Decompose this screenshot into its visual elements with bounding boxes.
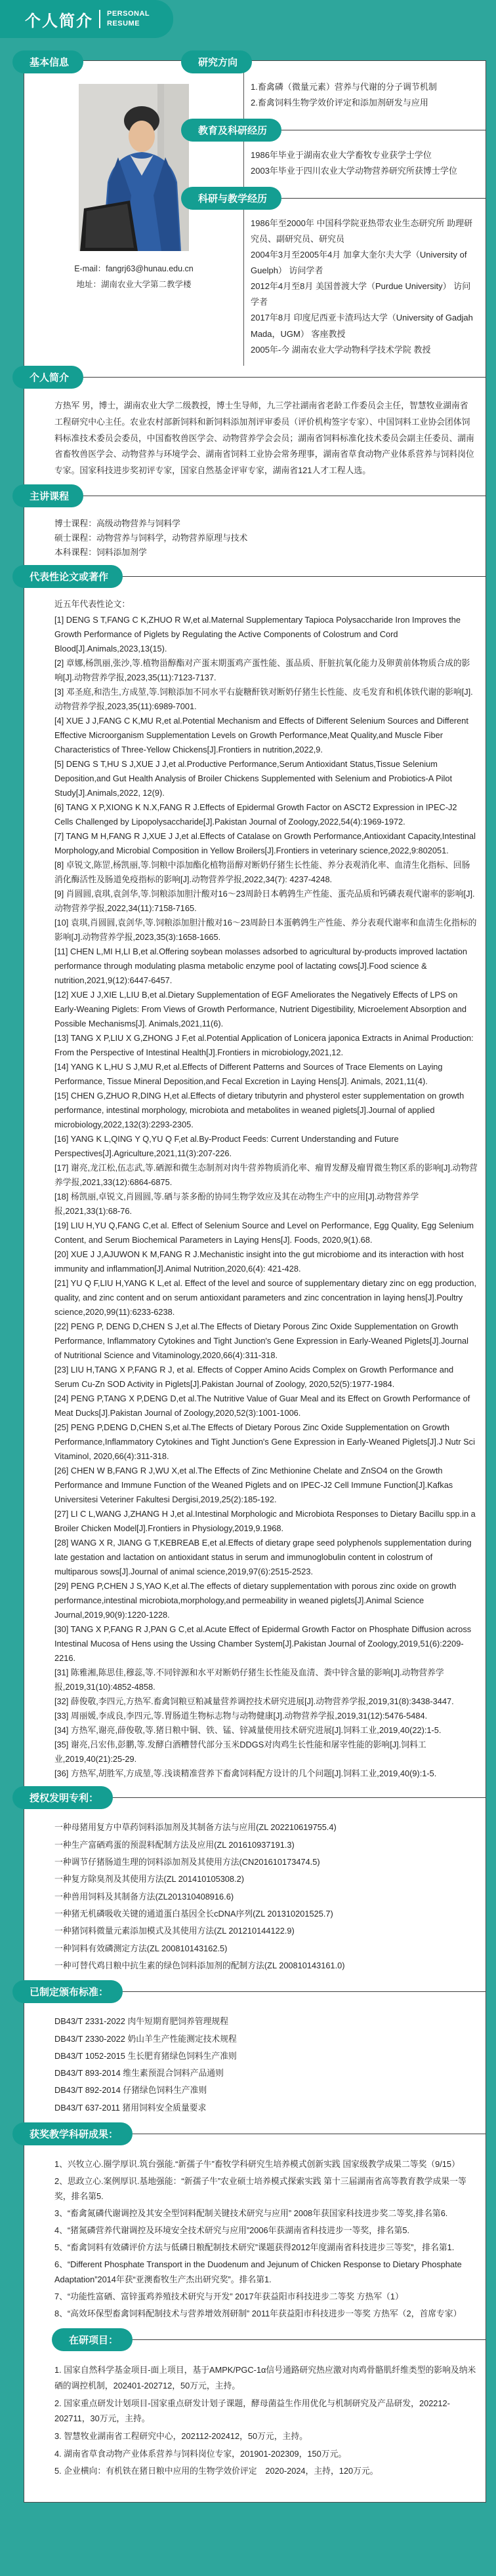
section-rule	[123, 576, 486, 577]
publication-item: [9] 肖圆圆,袁琪,袁剑华,等.饲粮添加胆汁酸对16～23周龄日本鹌鹑生产性能、蛋壳品质和钙磷表观代谢率的影响[J].动物营养学报,2022,34(11):7158-7165.	[54, 889, 475, 914]
resume-card	[24, 57, 486, 2503]
publication-item: [12] XUE J J,XIE L,LIU B,et al.Dietary Supplementation of EGF Ameliorates the Negatively Effects of LPS on Early-Weaning Piglets: From Views of Growth Performance, Nutrient Digestibility, Microelement Absorption and Possible Mechanisms[J]. Animals,2021,11(6).	[54, 990, 467, 1029]
course-item: 博士课程：高级动物营养与饲料学	[54, 518, 180, 529]
standard-item: DB43/T 1052-2015 生长肥育猪绿色饲料生产准则	[54, 2050, 237, 2061]
awards-header	[12, 2122, 486, 2145]
publication-item: [1] DENG S T,FANG C K,ZHUO R W,et al.Maternal Supplementary Tapioca Polysaccharide Iron Improves the Growth Performance of Piglets by Regulating the Active Components of Colostrum and Cord Blood[J].Animals,2023,13(15).	[54, 615, 461, 654]
award-item: 4、“猪氮磷营养代谢调控及环境安全技术研究与应用”2006年获湖南省科技进步一等奖，排名第5.	[54, 2225, 410, 2236]
publication-item: [8] 卓锐文,陈罡,杨凯丽,等.饲粮中添加酯化植物甾醇对断奶仔猪生长性能、养分表观消化率、血清生化指标、回肠消化酶活性及肠道免疫指标的影响[J].动物营养学报,2022,34(7): 4237-4248.	[54, 860, 470, 885]
publication-item: [14] YANG K L,HU S J,MU R,et al.Effects of Different Patterns and Sources of Trace Elements on Laying Performance, Tissue Mineral Deposition,and Fecal Excretion in Laying Hens[J]. Animals, 2021,11(4).	[54, 1062, 443, 1087]
standard-item: DB43/T 892-2014 仔猪绿色饲料生产准则	[54, 2085, 207, 2096]
awards-pill: 获奖教学科研成果：	[12, 2122, 133, 2145]
profile-photo-illustration	[79, 84, 189, 251]
right-column	[198, 57, 486, 366]
patent-item: 一种兽用饲料及其制备方法(ZL201310408916.6)	[54, 1891, 234, 1902]
research-direction-header	[181, 50, 486, 73]
project-item: 3. 智慧牧业湖南省工程研究中心，202112-202412，50万元，主持。	[54, 2431, 308, 2442]
publication-item: [31] 陈雅湘,陈思佳,穆蕊,等.不同锌源和水平对断奶仔猪生长性能及血清、粪中锌含量的影响[J].动物营养学报,2019,31(10):4852-4858.	[54, 1668, 444, 1692]
publication-item: [33] 周丽媛,李成良,李四元,等.胃肠道生物标志物与动物健康[J].动物营养学报,2019,31(12):5476-5484.	[54, 1711, 428, 1721]
education-pill: 教育及科研经历	[181, 119, 281, 142]
award-item: 6、“Different Phosphate Transport in the Duodenum and Jejunum of Chicken Response to Dietary Phosphate Adaptation”2014年获“亚澳畜牧生产杰出研究奖”。排名第1.	[54, 2259, 462, 2285]
standard-item: DB43/T 893-2014 维生素预混合饲料产品通则	[54, 2068, 224, 2078]
publication-item: [28] WANG X R, JIANG G T,KEBREAB E,et al.Effects of dietary grape seed polyphenols supplementation during late gestation and lactation on antioxidant status in serum and immunoglobulin content in colostrum of multiparous sows[J].Journal of animal science,2019,97(6):2515-2523.	[54, 1538, 472, 1577]
career-item: 2005年-今 湖南农业大学动物科学技术学院 教授	[251, 344, 431, 355]
patent-item: 一种母猪用复方中草药饲料添加剂及其制备方法与应用(ZL 202210619755.4)	[54, 1822, 337, 1833]
publication-item: [3] 邓圣庭,和浩生,方成堃,等.饲粮添加不同水平右旋糖酐铁对断奶仔猪生长性能、皮毛发育和机体铁代谢的影响[J].动物营养学报,2023,35(11):6989-7001.	[54, 687, 473, 712]
patent-item: 一种调节仔猪肠道生理的饲料添加剂及其使用方法(CN201610173474.5)	[54, 1857, 320, 1867]
publication-item: [19] LIU H,YU Q,FANG C,et al. Effect of Selenium Source and Level on Performance, Egg Quality, Egg Selenium Content, and Serum Biochemical Parameters in Laying Hens[J]. Foods, 2020,9(1).68.	[54, 1220, 474, 1245]
publications-header	[12, 565, 486, 588]
project-item: 5. 企业横向：有机铁在猪日粮中应用的生物学效价评定 2020-2024，主持，120万元。	[54, 2466, 379, 2476]
page-header	[0, 0, 173, 38]
section-rule	[83, 377, 486, 378]
publications-intro: 近五年代表性论文：	[54, 599, 131, 610]
research-direction-pill: 研究方向	[181, 50, 252, 73]
profile-pill: 个人简介	[12, 366, 83, 389]
profile-header	[12, 366, 486, 389]
career-item: 2012年4月至8月 美国普渡大学（Purdue University） 访问学者	[251, 281, 471, 307]
project-item: 2. 国家重点研发计划项目-国家重点研发计划子课题，酵母菌益生作用优化与机制研究及产品研发，202212-202711，30万元，主持。	[54, 2398, 450, 2424]
publication-item: [29] PENG P,CHEN J S,YAO K,et al.The effects of dietary supplementation with porous zinc oxide on growth performance,intestinal microbiota,morphology,and permeability in weaned piglets[J].Animal Science Journal,2019,90(9):1220-1228.	[54, 1581, 457, 1620]
publication-item: [11] CHEN L,MI H,LI B,et al.Offering soybean molasses adsorbed to agricultural by-products improved lactation performance through modulating plasma metabolic enzyme pool of lactating cows[J].Food science & nutrition,2021,9(12):6447-6457.	[54, 946, 468, 986]
career-item: 1986年至2000年 中国科学院亚热带农业生态研究所 助理研究员、副研究员、研究员	[251, 218, 473, 244]
publication-item: [6] TANG X P,XIONG K N.X,FANG R J.Effects of Epidermal Growth Factor on ASCT2 Expression in IPEC-J2 Cells Challenged by Lipopolysaccharide[J].Pakistan Journal of Zoology,2022,54(4):1969-1972.	[54, 802, 457, 827]
award-item: 5、“畜禽饲料有效磷评价方法与低磷日粮配制技术研究”课题获得2012年度湖南省科技进步三等奖”，排名第1.	[54, 2242, 455, 2253]
courses-header	[12, 484, 486, 507]
publication-item: [5] DENG S T,HU S J,XUE J J,et al.Productive Performance,Serum Antioxidant Status,Tissue Selenium Deposition,and Gut Health Analysis of Broiler Chickens Supplemented with Selenium and Probiotics-A Pilot Study[J].Animals,2022, 12(9).	[54, 759, 453, 798]
patent-item: 一种饲料有效磷测定方法(ZL 200810143162.5)	[54, 1943, 228, 1953]
standard-item: DB43/T 2331-2022 肉牛短期育肥饲养管理规程	[54, 2016, 229, 2027]
award-item: 1、兴牧立心.圈学厚识.筑台强能.“新孺子牛”畜牧学科研究生培养模式创新实践 国家级教学成果二等奖（9/15）	[54, 2159, 460, 2170]
section-rule	[113, 1797, 486, 1798]
page-title-en-line2: RESUME	[107, 20, 140, 28]
title-divider	[99, 10, 100, 28]
profile-text: 方热军 男，博士，湖南农业大学二级教授，博士生导师，九三学社湖南省老龄工作委员会主任，智慧牧业湖南省工程研究中心主任。农业农村部新饲料和新饲料添加剂评审委员（评价机构签字专家）、中国饲料工业协会团体饲料标准技术委员会委员，中国畜牧兽医学会、动物营养学会会员；湖南省饲料标准化技术委员会副主任委员、湖南省畜牧兽医学会、动物营养与环境学会、湖南省饲料工业协会常务理事，湖南省草食动物产业体系营养与饲料岗位专家。国家科技进步奖初评专家，国家自然基金评审专家，湖南省121人才工程人选。	[54, 400, 474, 476]
patent-item: 一种猪饲料微量元素添加模式及其使用方法(ZL 201210144122.9)	[54, 1926, 295, 1936]
courses-pill: 主讲课程	[12, 484, 83, 507]
award-item: 2、思政立心.案例厚识.基地强能：“新孺子牛”农业硕士培养模式探索实践 第十三届湖南省高等教育教学成果一等奖，排名第5.	[54, 2176, 466, 2202]
section-rule	[123, 1991, 486, 1992]
page-title-en-line1: PERSONAL	[107, 9, 150, 18]
publication-item: [35] 谢亮,吕宏伟,彭鹏,等.发酵白酒糟替代部分玉米DDGS对肉鸡生长性能和屠宰性能的影响[J].饲料工业,2019,40(21):25-29.	[54, 1740, 426, 1765]
publications-pill: 代表性论文或著作	[12, 565, 123, 588]
course-item: 本科课程：饲料添加剂学	[54, 547, 147, 558]
basic-info-column	[24, 57, 244, 366]
career-list	[244, 210, 486, 365]
section-rule	[281, 198, 486, 199]
contact-block	[24, 262, 243, 293]
research-direction-item: 1.畜禽磷（微量元素）营养与代谢的分子调节机制	[251, 82, 437, 92]
publication-item: [27] LI C L,WANG J,ZHANG H J,et al.Intestinal Morphologic and Microbiota Responses to Dietary Bacillu spp.in a Broiler Chicken Model[J].Frontiers in Physiology,2019,9.1968.	[54, 1509, 476, 1534]
award-item: 7、“功能性富硒、富锌蛋鸡养殖技术研究与开发” 2017年获益阳市科技进步二等奖 方热军（1）	[54, 2292, 403, 2302]
career-item: 2004年3月至2005年4月 加拿大奎尔夫大学（University of Guelph） 访问学者	[251, 250, 467, 276]
top-section	[24, 57, 486, 366]
page-title-cn: 个人简介	[25, 12, 93, 30]
patents-header	[12, 1786, 486, 1809]
career-header	[181, 187, 486, 210]
publication-item: [30] TANG X P,FANG R J,PAN G C,et al.Acute Effect of Epidermal Growth Factor on Phosphate Diffusion across Intestinal Mucosa of Hens using the Ussing Chamber System[J].Pakistan Journal of Zoology,2019,51(6):2209-2216.	[54, 1624, 472, 1664]
research-direction-list	[244, 73, 486, 119]
award-item: 8、“高效环保型畜禽饲料配制技术与营养增效剂研制” 2011年获益阳市科技进步一等奖 方热军（2，首席专家）	[54, 2309, 462, 2319]
publication-item: [10] 袁琪,肖圆圆,袁剑华,等.饲粮添加胆汁酸对16～23周龄日本蛋鹌鹑生产性能、养分表观代谢率和血清生化指标的影响[J].动物营养学报,2023,35(3):1658-1665.	[54, 918, 477, 943]
education-item: 2003年毕业于四川农业大学动物营养研究所获博士学位	[251, 166, 457, 176]
projects-header	[52, 2328, 486, 2351]
publication-item: [4] XUE J J,FANG C K,MU R,et al.Potential Mechanism and Effects of Different Selenium Sources and Different Effective Microorganism Supplementation Levels on Growth Performance,Meat Quality,and Muscle Fiber Characteristics of Three-Yellow Chickens[J].Frontiers in nutrition,2022,9.	[54, 716, 468, 755]
profile-photo	[79, 84, 189, 251]
standards-header	[12, 1980, 486, 2003]
research-direction-item: 2.畜禽饲料生物学效价评定和添加剂研发与应用	[251, 98, 428, 108]
projects-list	[24, 2351, 486, 2486]
publication-item: [21] YU Q F,LIU H,YANG K L,et al. Effect of the level and source of supplementary dietary zinc on egg production, quality, and zinc content and on serum antioxidant parameters and zinc concentration in laying hens[J].Poultry science,2020,99(11):6233-6238.	[54, 1278, 477, 1317]
career-item: 2017年8月 印度尼西亚卡渣玛达大学（University of Gadjah Mada，UGM） 客座教授	[251, 313, 473, 339]
publication-item: [22] PENG P, DENG D,CHEN S J,et al.The Effects of Dietary Porous Zinc Oxide Supplementation on Growth Performance, Inflammatory Cytokines and Tight Junction's Gene Expression in Early-Weaned Piglets[J].Journal of Nutritional Science and Vitaminology,2020,66(4):311-318.	[54, 1321, 468, 1361]
standards-list	[24, 2003, 486, 2122]
education-item: 1986年毕业于湖南农业大学畜牧专业获学士学位	[251, 150, 432, 161]
publication-item: [36] 方热军,胡胜军,方成堃,等.浅谈精准营养下畜禽饲料配方设计的几个问题[J].饲料工业,2019,40(9):1-5.	[54, 1768, 437, 1779]
publication-item: [20] XUE J J,AJUWON K M,FANG R J.Mechanistic insight into the gut microbiome and its interaction with host immunity and inflammation[J].Animal Nutrition,2020,6(4): 421-428.	[54, 1249, 464, 1274]
patent-item: 一种生产富硒鸡蛋的预混料配制方法及应用(ZL 201610937191.3)	[54, 1839, 295, 1850]
publication-item: [24] PENG P,TANG X P,DENG D,et al.The Nutritive Value of Guar Meal and its Effect on Growth Performance of Meat Ducks[J].Pakistan Journal of Zoology,2020,52(3):1001-1006.	[54, 1394, 470, 1418]
publications-list	[54, 613, 478, 1781]
education-header	[181, 119, 486, 142]
section-rule	[133, 2339, 486, 2340]
course-item: 硕士课程：动物营养与饲料学，动物营养原理与技术	[54, 533, 248, 543]
publication-item: [18] 杨凯丽,卓锐文,肖圆圆,等.硒与茶多酚的协同生物学效应及其在动物生产中的应用[J].动物营养学报,2021,33(1):68-76.	[54, 1192, 419, 1217]
page-title-en	[107, 9, 150, 29]
basic-info-pill: 基本信息	[12, 50, 83, 73]
email-line: E-mail：fangrj63@hunau.edu.cn	[74, 264, 194, 273]
career-pill: 科研与教学经历	[181, 187, 281, 210]
education-list	[244, 142, 486, 187]
projects-pill: 在研项目：	[52, 2328, 133, 2351]
address-line: 地址：湖南农业大学第二教学楼	[76, 279, 192, 289]
project-item: 4. 湖南省草食动物产业体系营养与饲料岗位专家，201901-202309，150万元。	[54, 2448, 347, 2459]
patent-item: 一种猪无机磷吸收关键的通道蛋白基因全长cDNA序列(ZL 201310201525.7)	[54, 1908, 333, 1919]
project-item: 1. 国家自然科学基金项目-面上项目，基于AMPK/PGC-1α信号通路研究热应激对肉鸡骨骼肌纤维类型的影响及纳米硒的调控机制，202401-202712，50万元，主持。	[54, 2365, 476, 2391]
publication-item: [26] CHEN W B,FANG R J,WU X,et al.The Effects of Zinc Methionine Chelate and ZnSO4 on the Growth Performance and Immune Function of the Weaned Piglets and on IPEC-J2 Cell Immune Function[J].Kafkas Universitesi Veteriner Fakultesi Dergisi,2019,25(2):185-192.	[54, 1466, 453, 1505]
publication-item: [2] 章娜,杨凯丽,张沙,等.植物甾醇酯对产蛋末期蛋鸡产蛋性能、蛋品质、肝脏抗氧化能力及卵黄前体物质合成的影响[J].动物营养学报,2023,35(11):7123-7137.	[54, 658, 470, 683]
patent-item: 一种复方除臭剂及其使用方法(ZL 201410105308.2)	[54, 1874, 244, 1884]
publication-item: [32] 薛俊敬,李四元,方热军.畜禽饲粮豆粕减量营养调控技术研究进展[J].动物营养学报,2019,31(8):3438-3447.	[54, 1696, 454, 1707]
publication-item: [23] LIU H,TANG X P,FANG R J, et al. Effects of Copper Amino Acids Complex on Growth Performance and Serum Cu-Zn SOD Activity in Piglets[J].Pakistan Journal of Zoology, 2020,52(5):1977-1984.	[54, 1365, 454, 1390]
patents-pill: 授权发明专利：	[12, 1786, 113, 1809]
publication-item: [25] PENG P,DENG D,CHEN S,et al.The Effects of Dietary Porous Zinc Oxide Supplementation on Growth Performance,Inflammatory Cytokines and Tight Junction's Gene Expression in Early-Weaned Piglets[J].J Nutr Sci Vitaminol, 2020,66(4):311-318.	[54, 1422, 475, 1462]
publication-item: [13] TANG X P,LIU X G,ZHONG J F,et al.Potential Application of Lonicera japonica Extracts in Animal Production: From the Perspective of Intestinal Health[J].Frontiers in microbiology,2021,12.	[54, 1033, 474, 1058]
publication-item: [15] CHEN G,ZHUO R,DING H,et al.Effects of dietary tributyrin and physterol ester supplementation on growth performance, intestinal morphology, microbiota and metabolites in weaned piglets[J].Journal of applied microbiology,2022,132(3):2293-2305.	[54, 1091, 465, 1130]
courses-list	[24, 507, 486, 565]
standard-item: DB43/T 637-2011 猪用饲料安全质量要求	[54, 2102, 207, 2113]
patent-item: 一种可替代鸡日粮中抗生素的绿色饲料添加剂的配制方法(ZL 200810143161.0)	[54, 1960, 345, 1970]
awards-list	[24, 2145, 486, 2328]
publication-item: [17] 谢亮,龙江松,伍志武,等.硒源和微生态制剂对肉牛营养物质消化率、瘤胃发酵及瘤胃微生物区系的影响[J].动物营养学报,2021,33(12):6864-6875.	[54, 1163, 478, 1188]
publication-item: [7] TANG M H,FANG R J,XUE J J,et al.Effects of Catalase on Growth Performance,Antioxidant Capacity,Intestinal Morphology,and Microbial Composition in Yellow Broilers[J].Frontiers in veterinary science,2022,9:802051.	[54, 831, 476, 856]
patents-list	[24, 1809, 486, 1980]
publication-item: [34] 方热军,谢亮,薛俊敬,等.猪日粮中铜、铁、锰、锌减量使用技术研究进展[J].饲料工业,2019,40(22):1-5.	[54, 1725, 442, 1736]
publication-item: [16] YANG K L,QING Y Q,YU Q F,et al.By-Product Feeds: Current Understanding and Future Perspectives[J].Agriculture,2021,11(3):207-226.	[54, 1134, 399, 1159]
standards-pill: 已制定颁布标准：	[12, 1980, 123, 2003]
publications-block	[24, 588, 486, 1786]
standard-item: DB43/T 2330-2022 奶山羊生产性能测定技术规程	[54, 2033, 237, 2044]
award-item: 3、“畜禽氮磷代谢调控及其安全型饲料配制关键技术研究与应用” 2008年获国家科技进步奖二等奖,排名第6.	[54, 2208, 448, 2219]
